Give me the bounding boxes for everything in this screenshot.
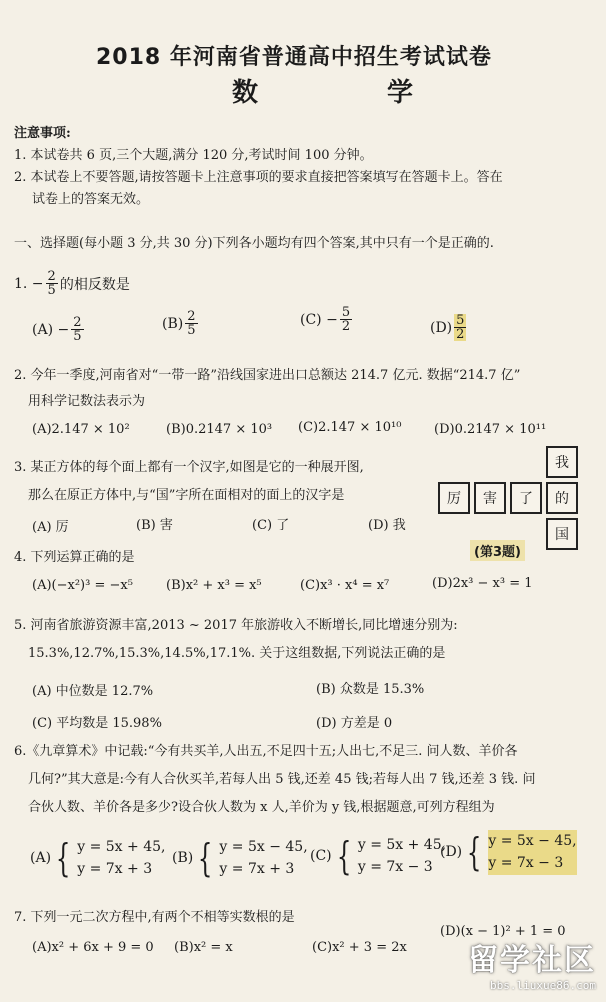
q1-d-fraction [454, 314, 466, 341]
q6-option-d[interactable] [440, 830, 577, 875]
q6-line-1: 6.《九章算术》中记载:“今有共买羊,人出五,不足四十五;人出七,不足三. 问人数、羊价各 [14, 744, 518, 759]
q6-option-a[interactable] [30, 836, 165, 881]
q1-den: 5 [47, 283, 56, 298]
q6-d-eq1: y = 5x − 45, [488, 833, 577, 849]
question-1 [14, 270, 130, 297]
q1-a-den: 5 [73, 329, 82, 344]
q3-option-a[interactable]: (A) 厉 [32, 520, 69, 535]
q6-line-3: 合伙人数、羊价各是多少?设合伙人数为 x 人,羊价为 y 钱,根据题意,可列方程组为 [28, 800, 495, 815]
q1-option-c[interactable] [300, 306, 354, 333]
watermark-url: bbs.liuxue86.com [490, 979, 596, 992]
q5-option-b[interactable]: (B) 众数是 15.3% [316, 682, 425, 697]
q1-prefix: 1. − [14, 275, 44, 292]
q3-option-d[interactable]: (D) 我 [368, 518, 406, 533]
q1-d-den: 2 [456, 327, 465, 342]
q3-line-2: 那么在原正方体中,与“国”字所在面相对的面上的汉字是 [28, 488, 345, 503]
q7-text: 7. 下列一元二次方程中,有两个不相等实数根的是 [14, 910, 295, 925]
q6-line-2: 几何?”其大意是:今有人合伙买羊,若每人出 5 钱,还差 45 钱;若每人出 7 钱,还差 3 钱. 问 [28, 772, 536, 787]
site-watermark [468, 935, 596, 992]
q6-option-c[interactable] [310, 834, 446, 879]
q4-option-d[interactable]: (D)2x³ − x³ = 1 [432, 576, 533, 591]
q6-b-eq1: y = 5x − 45, [219, 839, 308, 855]
q1-suffix: 的相反数是 [59, 276, 130, 293]
q1-b-den: 5 [187, 323, 196, 338]
q6-a-eq2: y = 7x + 3 [77, 861, 153, 878]
section-heading: 一、选择题(每小题 3 分,共 30 分)下列各小题均有四个答案,其中只有一个是正确的. [14, 236, 494, 251]
q7-option-b[interactable]: (B)x² = x [174, 940, 233, 955]
notes-heading: 注意事项: [14, 126, 71, 141]
q5-option-a[interactable]: (A) 中位数是 12.7% [32, 684, 154, 699]
q6-c-brace: { [336, 834, 351, 879]
net-cell-hai: 害 [474, 482, 506, 514]
q6-a-brace: { [55, 836, 71, 881]
q3-line-1: 3. 某正方体的每个面上都有一个汉字,如图是它的一种展开图, [14, 460, 364, 475]
q1-option-b[interactable] [162, 310, 200, 337]
q4-option-a[interactable]: (A)(−x²)³ = −x⁵ [32, 578, 133, 593]
q1-c-label: (C) − [300, 311, 338, 328]
q1-b-fraction [185, 310, 197, 337]
q1-option-d[interactable] [430, 314, 468, 341]
q1-a-label: (A) − [32, 321, 70, 338]
q5-option-c[interactable]: (C) 平均数是 15.98% [32, 716, 162, 731]
q1-d-label: (D) [430, 319, 453, 336]
notes-item-2a: 2. 本试卷上不要答题,请按答题卡上注意事项的要求直接把答案填写在答题卡上。答在 [14, 170, 503, 185]
net-cell-guo: 国 [546, 518, 578, 550]
q6-d-label: (D) [440, 844, 463, 861]
q2-option-d[interactable]: (D)0.2147 × 10¹¹ [434, 422, 547, 437]
q6-a-eq1: y = 5x + 45, [77, 839, 166, 855]
q1-fraction [46, 270, 58, 297]
watermark-logo: 留学社区 [468, 943, 596, 978]
q1-option-a[interactable] [32, 316, 86, 343]
exam-title: 2018 年河南省普通高中招生考试试卷 [96, 45, 492, 70]
q1-b-label: (B) [162, 315, 184, 332]
q6-d-eq2: y = 7x − 3 [488, 855, 564, 872]
net-cell-li: 厉 [438, 482, 470, 514]
q2-line-1: 2. 今年一季度,河南省对“一带一路”沿线国家进出口总额达 214.7 亿元. 数据“214.7 亿” [14, 368, 521, 383]
q4-text: 4. 下列运算正确的是 [14, 550, 135, 565]
q2-option-a[interactable]: (A)2.147 × 10² [32, 422, 130, 437]
q6-c-eq2: y = 7x − 3 [357, 859, 433, 876]
q1-c-fraction [340, 306, 352, 333]
q5-line-2: 15.3%,12.7%,15.3%,14.5%,17.1%. 关于这组数据,下列说法正确的是 [28, 646, 446, 661]
q3-option-c[interactable]: (C) 了 [252, 518, 290, 533]
q5-option-d[interactable]: (D) 方差是 0 [316, 716, 393, 731]
q1-a-num: 2 [73, 315, 82, 330]
q6-b-eq2: y = 7x + 3 [219, 861, 295, 878]
q1-d-num: 5 [456, 313, 465, 328]
q5-line-1: 5. 河南省旅游资源丰富,2013 ~ 2017 年旅游收入不断增长,同比增速分别为: [14, 618, 458, 633]
q6-d-brace: { [466, 830, 482, 875]
q1-a-fraction [71, 316, 83, 343]
notes-item-2b: 试卷上的答案无效。 [32, 192, 150, 207]
q6-c-eq1: y = 5x + 45, [357, 837, 447, 853]
q6-option-b[interactable] [172, 836, 308, 881]
q2-option-c[interactable]: (C)2.147 × 10¹⁰ [298, 420, 402, 435]
notes-item-1: 1. 本试卷共 6 页,三个大题,满分 120 分,考试时间 100 分钟。 [14, 148, 373, 163]
q6-b-label: (B) [172, 850, 194, 867]
q7-option-d[interactable]: (D)(x − 1)² + 1 = 0 [440, 924, 566, 939]
net-cell-le: 了 [510, 482, 542, 514]
figure-label: (第3题) [470, 540, 525, 561]
q4-option-b[interactable]: (B)x² + x³ = x⁵ [166, 578, 262, 593]
q7-option-a[interactable]: (A)x² + 6x + 9 = 0 [32, 940, 154, 955]
subject-title: 数 学 [232, 78, 474, 108]
q2-line-2: 用科学记数法表示为 [28, 394, 146, 409]
q1-b-num: 2 [187, 309, 196, 324]
q6-b-brace: { [198, 836, 213, 881]
net-cell-wo: 我 [546, 446, 578, 478]
q7-option-c[interactable]: (C)x² + 3 = 2x [312, 940, 407, 955]
q3-option-b[interactable]: (B) 害 [136, 518, 173, 533]
q2-option-b[interactable]: (B)0.2147 × 10³ [166, 422, 273, 437]
q6-a-label: (A) [30, 850, 52, 867]
q4-option-c[interactable]: (C)x³ · x⁴ = x⁷ [300, 578, 390, 593]
q1-c-num: 5 [341, 305, 351, 320]
net-cell-de: 的 [546, 482, 578, 514]
q6-c-label: (C) [310, 848, 332, 865]
q1-num: 2 [47, 269, 56, 284]
q1-c-den: 2 [341, 319, 351, 334]
